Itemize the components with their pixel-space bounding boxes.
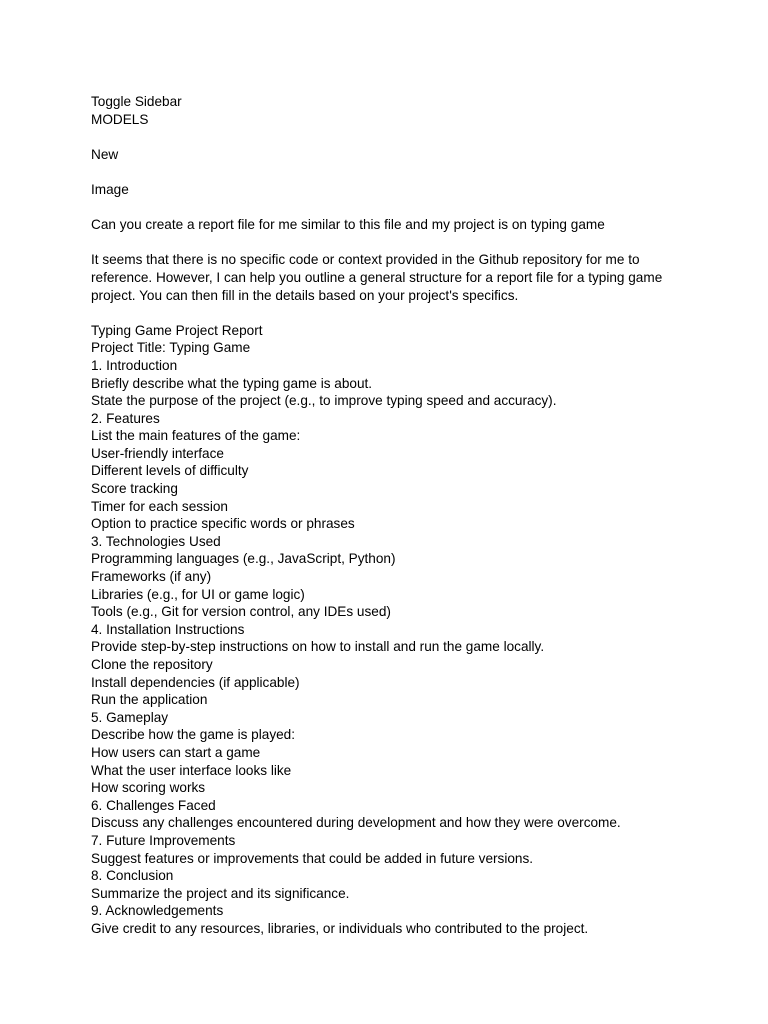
section-item: Briefly describe what the typing game is about. — [91, 375, 373, 391]
report-project-title: Project Title: Typing Game — [91, 340, 251, 356]
section-item: State the purpose of the project (e.g., to improve typing speed and accuracy). — [91, 393, 557, 409]
toggle-sidebar-button[interactable]: Toggle Sidebar — [91, 94, 182, 109]
section-item: Timer for each session — [91, 498, 228, 514]
section-heading: 7. Future Improvements — [91, 832, 236, 848]
section-item: Discuss any challenges encountered during development and how they were overcome. — [91, 815, 621, 831]
assistant-intro-line: It seems that there is no specific code or context provided in the Github repository for me to — [91, 252, 640, 268]
section-heading: 2. Features — [91, 410, 160, 426]
section-item: How users can start a game — [91, 744, 261, 760]
section-item: Libraries (e.g., for UI or game logic) — [91, 586, 305, 602]
section-item: List the main features of the game: — [91, 428, 301, 444]
image-label: Image — [91, 181, 129, 197]
assistant-intro-line: project. You can then fill in the details based on your project's specifics. — [91, 287, 519, 303]
section-heading: 9. Acknowledgements — [91, 903, 224, 919]
report-outline — [91, 322, 691, 938]
section-item: Clone the repository — [91, 657, 213, 672]
section-item: Summarize the project and its significance. — [91, 885, 350, 901]
user-prompt: Can you create a report file for me similar to this file and my project is on typing game — [91, 217, 605, 233]
section-heading: 4. Installation Instructions — [91, 621, 245, 637]
section-item: How scoring works — [91, 780, 206, 796]
document-content — [91, 93, 691, 938]
section-item: Provide step-by-step instructions on how to install and run the game locally. — [91, 639, 545, 655]
section-item: Install dependencies (if applicable) — [91, 674, 300, 690]
section-heading: 3. Technologies Used — [91, 533, 221, 549]
section-item: User-friendly interface — [91, 445, 224, 461]
spacer — [91, 234, 691, 252]
spacer — [91, 163, 691, 181]
assistant-intro — [91, 251, 691, 304]
report-title: Typing Game Project Report — [91, 322, 263, 338]
section-item: Suggest features or improvements that could be added in future versions. — [91, 850, 534, 866]
assistant-intro-line: reference. However, I can help you outline a general structure for a report file for a typing game — [91, 269, 663, 285]
section-item: Frameworks (if any) — [91, 569, 212, 585]
section-item: Score tracking — [91, 481, 178, 497]
section-item: Different levels of difficulty — [91, 463, 249, 479]
section-heading: 5. Gameplay — [91, 709, 169, 725]
section-heading: 6. Challenges Faced — [91, 797, 216, 813]
section-heading: 8. Conclusion — [91, 868, 174, 884]
section-item: Tools (e.g., Git for version control, any IDEs used) — [91, 604, 391, 620]
section-heading: 1. Introduction — [91, 357, 178, 373]
section-item: Programming languages (e.g., JavaScript, Python) — [91, 551, 396, 567]
section-item: Give credit to any resources, libraries, or individuals who contributed to the project. — [91, 920, 589, 936]
section-item: What the user interface looks like — [91, 762, 292, 778]
section-item: Describe how the game is played: — [91, 727, 296, 743]
spacer — [91, 199, 691, 217]
models-label: MODELS — [91, 111, 149, 127]
section-item: Run the application — [91, 692, 208, 708]
section-item: Option to practice specific words or phrases — [91, 516, 355, 532]
new-chat-button[interactable]: New — [91, 146, 119, 162]
spacer — [91, 304, 691, 322]
spacer — [91, 128, 691, 146]
